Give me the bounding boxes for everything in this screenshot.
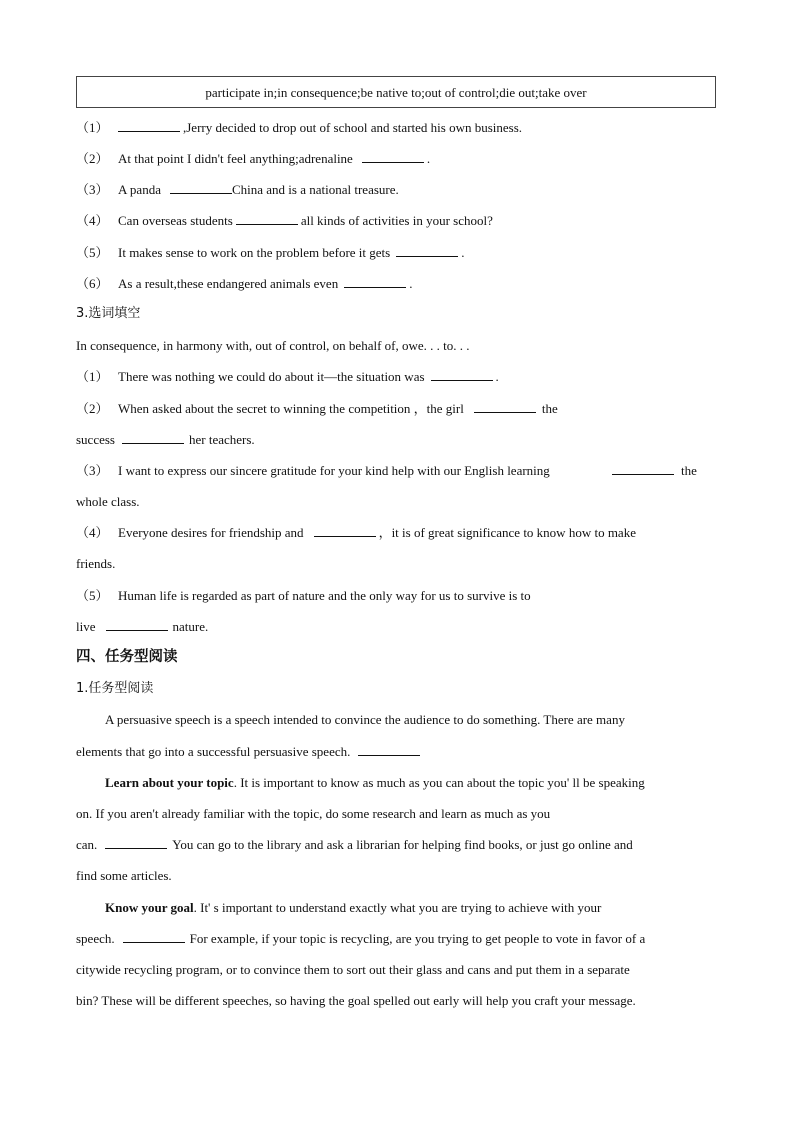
paragraph-heading: Learn about your topic (105, 775, 234, 790)
answer-blank[interactable] (118, 121, 180, 132)
passage-line: elements that go into a successful persuasive speech. (76, 745, 423, 758)
list-item-continuation: success her teachers. (76, 432, 255, 447)
answer-blank[interactable] (122, 433, 184, 444)
answer-blank[interactable] (358, 745, 420, 756)
list-item: （5） It makes sense to work on the problem before it gets . (76, 245, 465, 260)
list-item: （3） I want to express our sincere gratitude for your kind help with our English learning (76, 463, 550, 478)
list-item: （4） Can overseas students all kinds of activities in your school? (76, 213, 493, 228)
answer-blank[interactable] (170, 183, 232, 194)
passage-line: A persuasive speech is a speech intended to convince the audience to do something. There are many (105, 712, 625, 727)
list-item: （3） A panda China and is a national treasure. (76, 182, 399, 197)
section-title: 3.选词填空 (76, 306, 141, 321)
answer-blank[interactable] (612, 464, 674, 475)
passage-line: bin? These will be different speeches, so having the goal spelled out early will help you craft your message. (76, 993, 636, 1008)
list-item-continuation: friends. (76, 556, 116, 571)
answer-blank[interactable] (106, 620, 168, 631)
word-list: In consequence, in harmony with, out of control, on behalf of, owe. . . to. . . (76, 338, 470, 353)
paragraph-heading: Know your goal (105, 900, 194, 915)
list-item: （5） Human life is regarded as part of nature and the only way for us to survive is to (76, 588, 531, 603)
list-item: （4） Everyone desires for friendship and ，it is of great significance to know how to make (76, 525, 636, 540)
section-heading: 四、任务型阅读 (76, 649, 178, 665)
list-item: （1） ,Jerry decided to drop out of school and started his own business. (76, 120, 523, 135)
answer-blank[interactable] (123, 932, 185, 943)
list-item-continuation: whole class. (76, 494, 140, 509)
answer-blank[interactable] (474, 402, 536, 413)
word-bank-box (76, 76, 716, 108)
answer-blank[interactable] (431, 370, 493, 381)
list-item: （2） At that point I didn't feel anything;adrenaline . (76, 151, 431, 166)
word-bank-text: participate in;in consequence;be native to;out of control;die out;take over (205, 84, 587, 100)
list-item: （2） When asked about the secret to winning the competition ，the girl the (76, 401, 558, 416)
list-item: （1） There was nothing we could do about it—the situation was . (76, 369, 499, 384)
list-item: （6） As a result,these endangered animals even . (76, 276, 413, 291)
passage-line: citywide recycling program, or to convince them to sort out their glass and cans and put them in a separate (76, 962, 630, 977)
answer-blank[interactable] (362, 152, 424, 163)
answer-blank[interactable] (344, 277, 406, 288)
passage-line: Know your goal. It' s important to understand exactly what you are trying to achieve with your (105, 900, 602, 915)
passage-line: can. You can go to the library and ask a librarian for helping find books, or just go online and (76, 837, 633, 852)
item-number: （1） (76, 120, 109, 135)
answer-blank[interactable] (314, 526, 376, 537)
passage-line: on. If you aren't already familiar with the topic, do some research and learn as much as you (76, 806, 551, 821)
passage-line: find some articles. (76, 868, 172, 883)
answer-blank[interactable] (236, 214, 298, 225)
passage-line: Learn about your topic. It is important to know as much as you can about the topic you' ll be speaking (105, 775, 645, 790)
section-title: 1.任务型阅读 (76, 681, 154, 696)
answer-blank[interactable] (396, 246, 458, 257)
passage-line: speech. For example, if your topic is recycling, are you trying to get people to vote in favor of a (76, 931, 646, 946)
list-item-continuation: live nature. (76, 619, 209, 634)
answer-blank[interactable] (105, 838, 167, 849)
